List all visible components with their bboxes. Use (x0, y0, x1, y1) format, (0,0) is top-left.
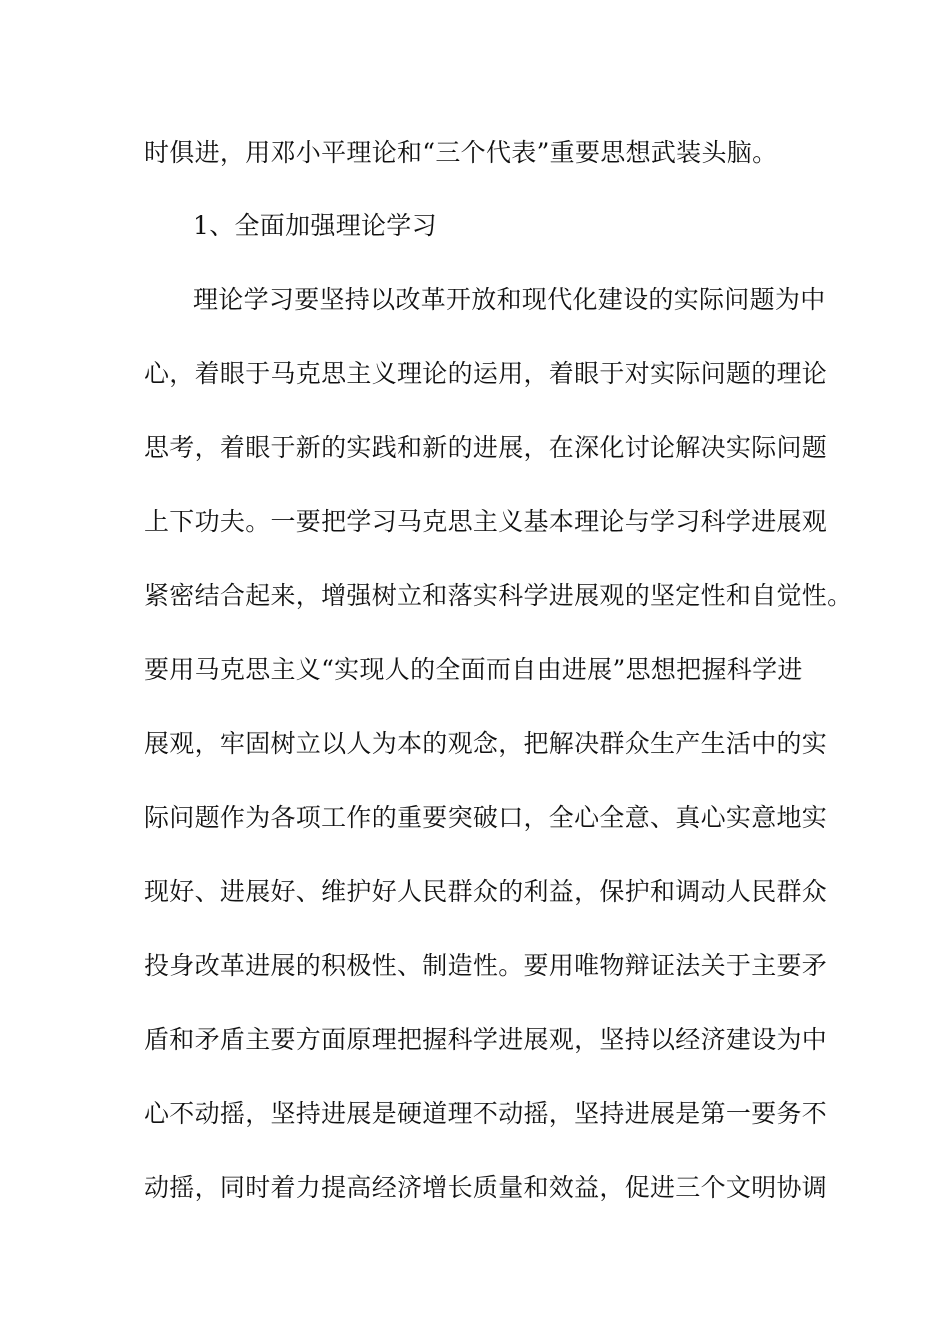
text-line: 心不动摇，坚持进展是硬道理不动摇，坚持进展是第一要务不 (144, 1099, 828, 1128)
text-line: 思考，着眼于新的实践和新的进展，在深化讨论解决实际问题 (144, 433, 828, 462)
text-line: 现好、进展好、维护好人民群众的利益，保护和调动人民群众 (144, 877, 828, 906)
text-line: 紧密结合起来，增强树立和落实科学进展观的坚定性和自觉性。 (144, 581, 853, 610)
text-line: 展观，牢固树立以人为本的观念，把解决群众生产生活中的实 (144, 729, 828, 758)
section-heading: 1、全面加强理论学习 (193, 211, 437, 240)
text-line: 心，着眼于马克思主义理论的运用，着眼于对实际问题的理论 (144, 359, 828, 388)
text-line: 际问题作为各项工作的重要突破口，全心全意、真心实意地实 (144, 803, 828, 832)
text-line: 要用马克思主义“实现人的全面而自由进展”思想把握科学进 (144, 655, 803, 684)
text-line: 理论学习要坚持以改革开放和现代化建设的实际问题为中 (193, 285, 826, 314)
text-line: 投身改革进展的积极性、制造性。要用唯物辩证法关于主要矛 (144, 951, 828, 980)
text-line: 上下功夫。一要把学习马克思主义基本理论与学习科学进展观 (144, 507, 828, 536)
text-line: 盾和矛盾主要方面原理把握科学进展观，坚持以经济建设为中 (144, 1025, 828, 1054)
text-line: 动摇，同时着力提高经济增长质量和效益，促进三个文明协调 (144, 1173, 828, 1202)
text-line: 时俱进，用邓小平理论和“三个代表”重要思想武装头脑。 (144, 138, 778, 167)
